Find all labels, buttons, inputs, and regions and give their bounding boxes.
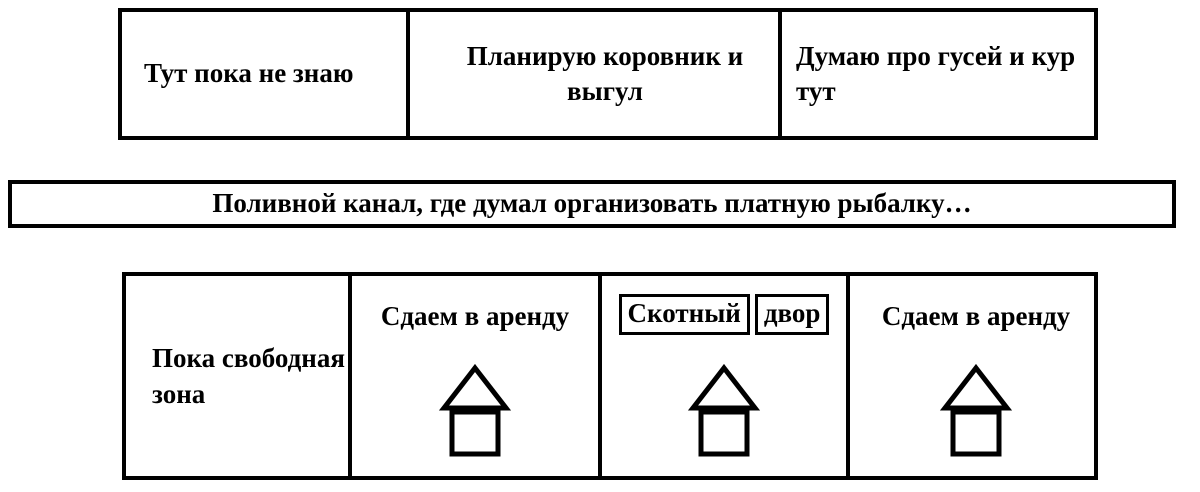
bottom-cell-cattle-yard[interactable] [602,276,850,476]
top-cell-cowshed-zone-label: Планирую коровник и выгул [466,40,744,106]
top-cell-cowshed-zone[interactable] [410,12,782,136]
cattle-yard-label-part-2: двор [755,294,830,335]
bottom-cell-rent-left[interactable] [352,276,602,476]
top-cell-unknown-zone-label: Тут пока не знаю [144,58,354,89]
bottom-cell-rent-right-label: Сдаем в аренду [881,301,1071,331]
cattle-yard-label-part-1: Скотный [619,294,750,335]
irrigation-canal-label: Поливной канал, где думал организовать платную рыбалку… [212,188,972,219]
top-row-group [118,8,1098,140]
bottom-cell-rent-left-label: Сдаем в аренду [380,301,570,331]
bottom-cell-free-zone-label: Пока свободная зона [152,342,345,409]
top-cell-poultry-zone-label: Думаю про гусей и кур тут [796,40,1076,106]
bottom-cell-free-zone[interactable] [126,276,352,476]
house-icon [687,362,761,458]
house-icon [438,362,512,458]
irrigation-canal-bar[interactable] [8,180,1176,228]
house-icon [939,362,1013,458]
bottom-row-group [122,272,1098,480]
top-cell-poultry-zone[interactable] [782,12,1102,136]
bottom-cell-rent-right[interactable] [850,276,1102,476]
top-cell-unknown-zone[interactable] [122,12,410,136]
bottom-cell-cattle-yard-label [602,294,846,335]
